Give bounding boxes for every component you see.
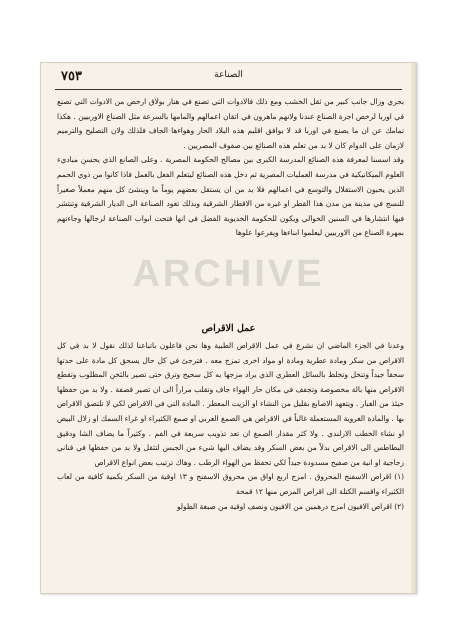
recipe-item: (٢) اقراص الافيون امزج درهمين من الافيون ونصف اوقية من صبغة الطولو — [176, 501, 404, 511]
recipe-item: (١) اقراص الاسفنج المحروق . امزج اربع اواق من محروق الاسفنج و ١٣ اوقية من السكر بكمية كافية من لعاب الكثيراء واقسم الكتلة الى اقراص المرص منها ١٢ قمحة — [57, 472, 404, 496]
paragraph: وقد اسسنا لمعرفة هذه الصنائع المدرسة الكبرى بين مصالح الحكومة المصرية . وعلى الصانع الذي يحسن مباديء العلوم الميكانيكية في مدرسة العمليات المصرية ثم دخل هذه الصنائع ليتعلم الفعل بالعمل فاذا كانوا من ذوي الحمم الذين يحبون الاستقلال والتوسع في اعمالهم فلا بد من ان يستقل بعضهم يوماً ما وينشئ كل منهم معملاً صغيراً للنسج في مدينة من مدن هذا القطر او غيره من الاقطار الشرقية وبذلك تعود الصناعة الى الديار الشرقية وتنتشر فيها انتشارها في السنين الخوالي ويكون للحكومة الخديوية الفضل في انها فتحت ابواب الصناعة لرجالها وجاءتهم بمهرة الصناع من الاوربيين ليعلموا ابناءها ويفرعوا علوها — [57, 155, 404, 238]
paragraph: وعدنا في الجزء الماضي ان نشرع في عمل الاقراص الطبية وها نحن فاعلون باتباعنا لذلك نقول لا بد في كل الاقراص من سكر ومادة عطرية ومادة او مواد اخرى تمزج معه . فترجئ في كل حال يسحق كل مادة على حدتها سحقاً جيداً وتنخل وتخلط بالسائل العطري الذي يراد مزجها به كل سحيح وترق حتى تصير بالثخن المطلوب وتقطع الاقراص منها بالة مخصوصة وتجفف في مكان حار الهواء جاف وتقلب مراراً الى ان تصير قصفة . ولا بد من حفظها حيئذ من الغبار . ويتعهد الاصابع بقليل من النشاء او الزيت المعطر . المادة التي في الاقراص لكي لا تلتصق الاقراص بها . والمادة الغروية المستعملة غالباً في الاقراص هي الصمغ العربي او صمغ الكثيراء او غراء السمك او زلال البيض او نشاء الخطب الارلندي . ولا كثر مقدار الصمغ ان تعد تذويب سريعة في الفم . وكثيراً ما يضاف الشا ودقيق البطاطس الى الاقراص بدلاً من بعض السكر وقد يضاف اليها شيء من الجبس لتثقل ولا بد من حفظها في قناني زجاجية او انية من صفيح مسدودة جيداً لكي تحفظ من الهواء الرطب . وهاك ترتيب بعض انواع الاقراص — [57, 341, 404, 467]
running-title: الصناعة — [214, 70, 243, 80]
paragraph: بحري وزال جانب كبير من ثقل الخشب ومع ذلك فالادوات التي تصنع في هنار بولاق ارخص من الادوات التي تصنع في اوربا لرخص اجرة الصناع عندنا ولانهم ماهرون في اتقان اعمالهم والمامها بالسرعة مثل الصناع الاوربيين . هكذا تمامك عن ان ما يصنع في اوربا قد لا يوافق اقليم هذه البلاد الحار وهواءها الجاف فلذلك ولان التصليح والترميم لازمان على الدوام كان لا بد من تعلم هذه الصنائع بين صفوف المصريين . — [57, 97, 404, 150]
page-number: ٧٥٣ — [61, 69, 82, 84]
book-page — [40, 62, 417, 594]
body-text-top — [57, 95, 404, 241]
page-edge — [411, 63, 417, 593]
page-header — [55, 63, 402, 90]
section-heading: عمل الاقراص — [201, 323, 256, 334]
body-text-bottom — [57, 339, 404, 514]
archive-watermark: ARCHIVE — [132, 253, 325, 295]
